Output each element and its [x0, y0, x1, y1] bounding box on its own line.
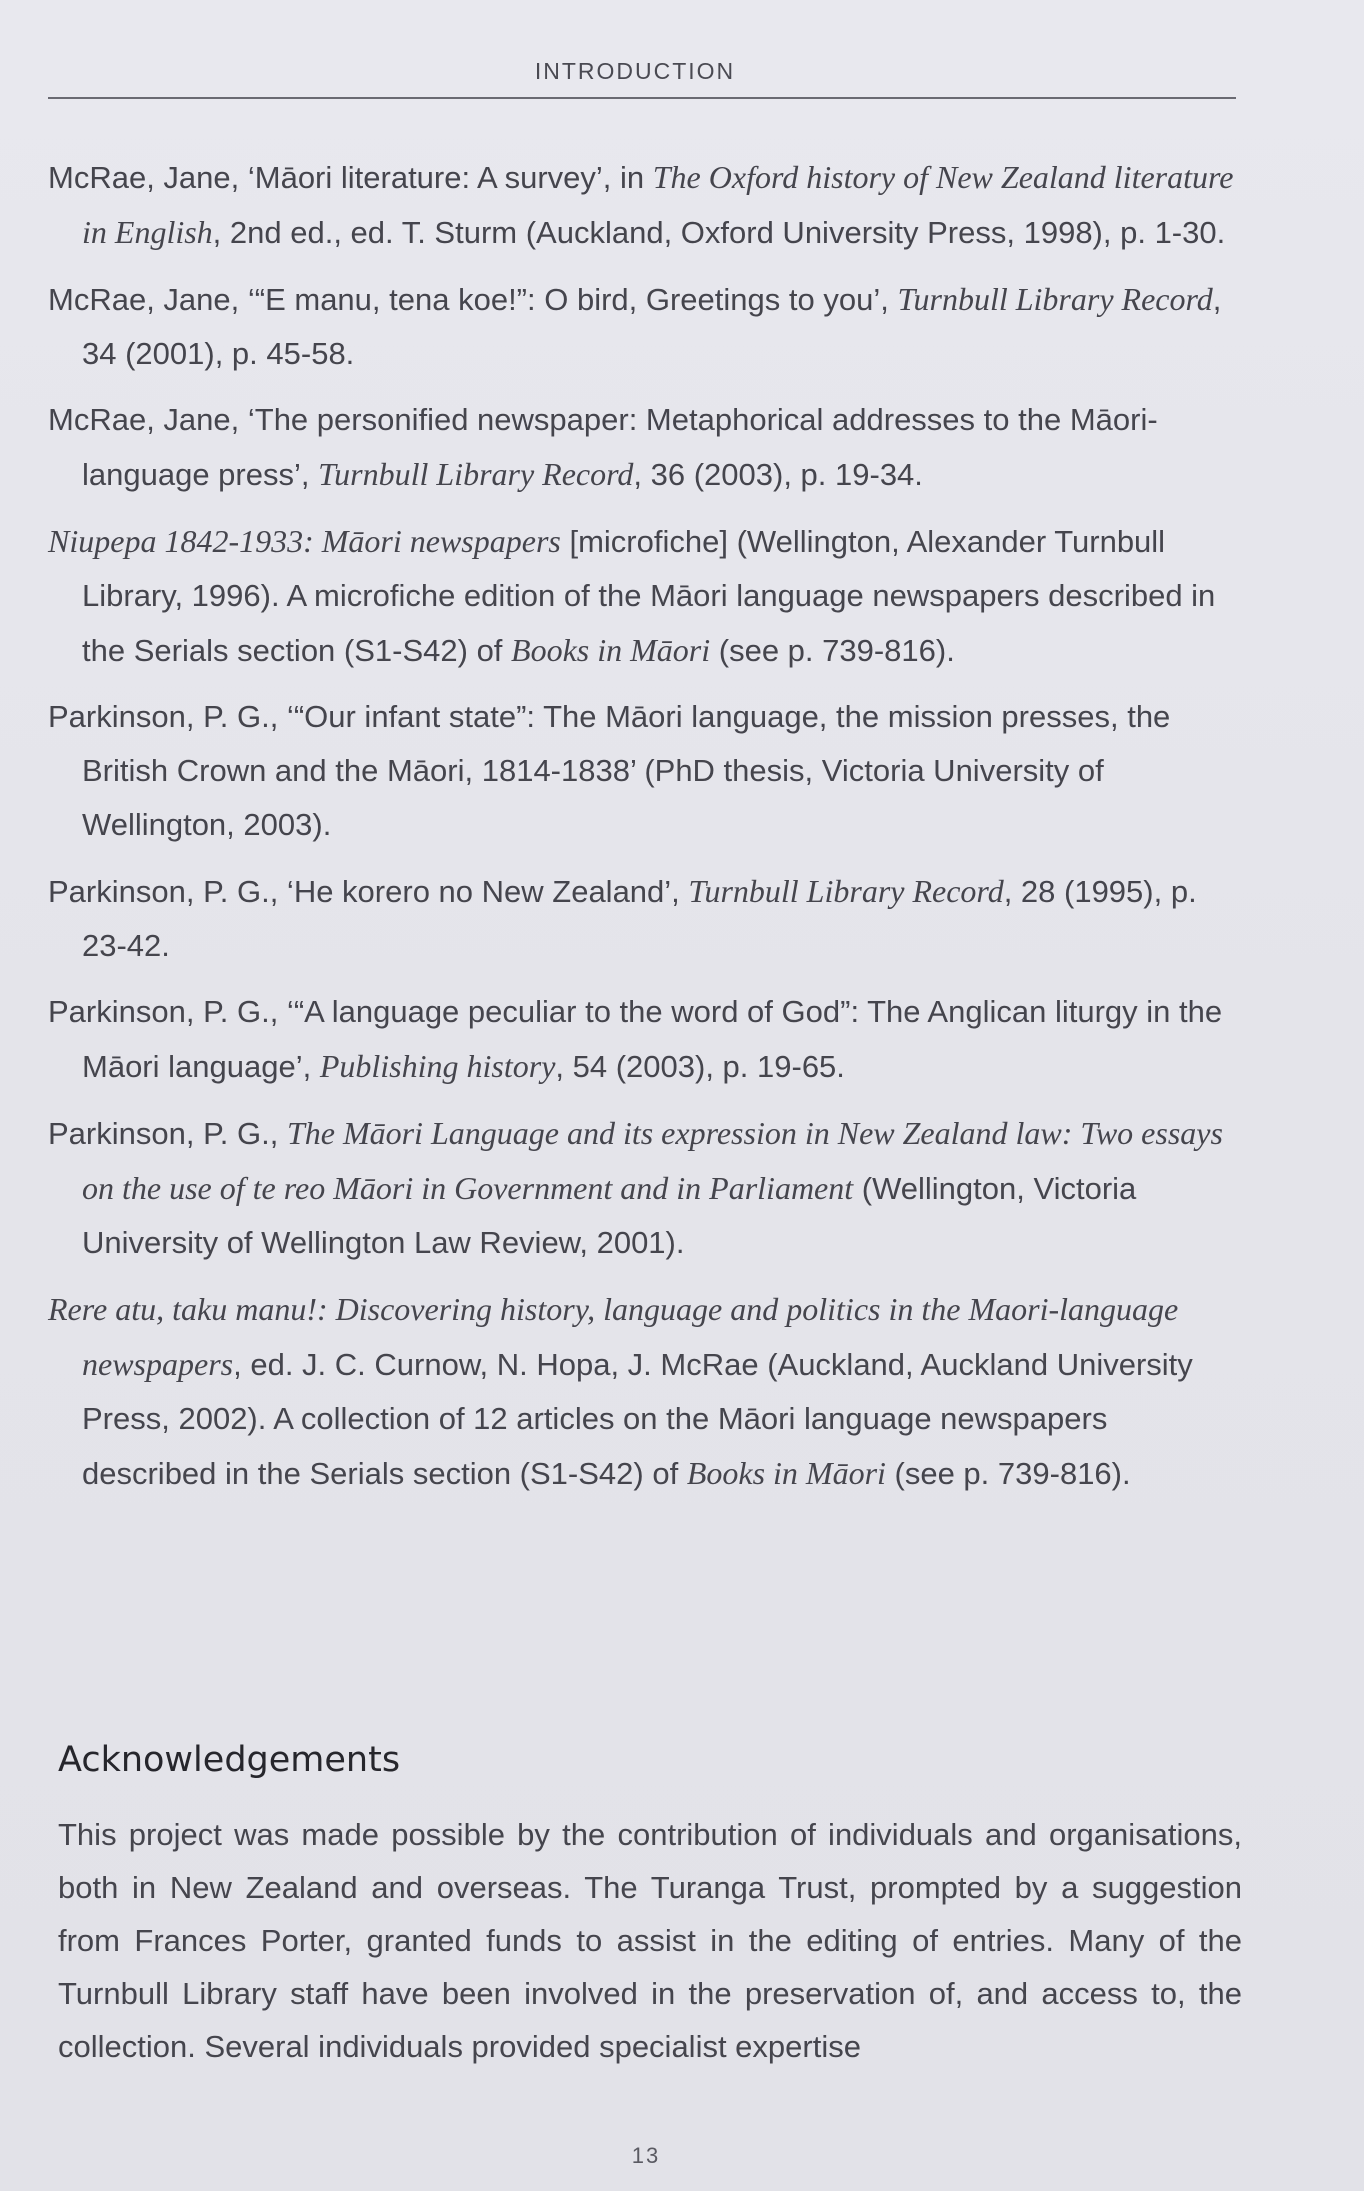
- reference-title: Publishing history: [319, 1048, 556, 1084]
- reference-text: , 28 (1995), p. 23-42.: [82, 874, 1197, 963]
- reference-entry: [48, 150, 1248, 260]
- reference-entry: [48, 514, 1248, 678]
- page-number: 13: [631, 2143, 661, 2168]
- reference-text: , 54 (2003), p. 19-65.: [555, 1049, 845, 1084]
- reference-title: Rere atu, taku manu!: Discovering history, language and politics in the Maori-language newspapers: [48, 1291, 1179, 1382]
- acknowledgements-heading: Acknowledgements: [58, 1740, 401, 1780]
- reference-text: (Wellington, Victoria University of Wellington Law Review, 2001).: [82, 1171, 1137, 1260]
- reference-text: , 2nd ed., ed. T. Sturm (Auckland, Oxford University Press, 1998), p. 1-30.: [212, 215, 1226, 250]
- reference-title: Books in Māori: [511, 632, 711, 668]
- reference-title: Turnbull Library Record: [897, 281, 1213, 317]
- reference-text: (see p. 739-816).: [710, 633, 955, 668]
- header-rule: [48, 97, 1236, 99]
- reference-entry: [48, 690, 1248, 852]
- reference-entry: [48, 1106, 1248, 1270]
- reference-title: Books in Māori: [686, 1455, 886, 1491]
- reference-text: McRae, Jane, ‘Māori literature: A survey’, in: [48, 160, 653, 195]
- reference-text: Parkinson, P. G.,: [48, 1116, 287, 1151]
- reference-entry: [48, 864, 1248, 973]
- reference-text: [microfiche] (Wellington, Alexander Turnbull Library, 1996). A microfiche edition of the Māori language newspapers described in the Serials section (S1-S42) of: [82, 524, 1216, 668]
- reference-entry: [48, 1282, 1248, 1501]
- reference-entry: [48, 393, 1248, 502]
- reference-entry: [48, 272, 1248, 381]
- reference-text: , 34 (2001), p. 45-58.: [82, 282, 1222, 371]
- reference-text: Parkinson, P. G., ‘“A language peculiar to the word of God”: The Anglican liturgy in the Māori language’,: [48, 994, 1223, 1084]
- reference-title: Niupepa 1842-1933: Māori newspapers: [48, 523, 561, 559]
- reference-text: , 36 (2003), p. 19-34.: [633, 457, 923, 492]
- reference-list: [48, 150, 1248, 1513]
- reference-text: Parkinson, P. G., ‘“Our infant state”: The Māori language, the mission presses, the British Crown and the Māori, 1814-1838’ (PhD thesis, Victoria University of Wellington, 2003).: [48, 699, 1171, 842]
- acknowledgements-body: This project was made possible by the contribution of individuals and organisations, both in New Zealand and overseas. The Turanga Trust, prompted by a suggestion from Frances Porter, granted funds to assist in the editing of entries. Many of the Turnbull Library staff have been involved in the preservation of, and access to, the collection. Several individuals provided specialist expertise: [58, 1817, 1242, 2064]
- reference-text: McRae, Jane, ‘“E manu, tena koe!”: O bird, Greetings to you’,: [48, 282, 898, 317]
- reference-entry: [48, 985, 1248, 1094]
- reference-title: The Māori Language and its expression in New Zealand law: Two essays on the use of te reo Māori in Government and in Parliament: [82, 1115, 1223, 1206]
- reference-title: The Oxford history of New Zealand literature in English: [82, 159, 1234, 250]
- running-head: INTRODUCTION: [534, 58, 736, 84]
- reference-title: Turnbull Library Record: [318, 456, 634, 492]
- reference-text: Parkinson, P. G., ‘He korero no New Zealand’,: [48, 874, 689, 909]
- reference-title: Turnbull Library Record: [688, 873, 1004, 909]
- reference-text: (see p. 739-816).: [885, 1456, 1131, 1491]
- reference-text: McRae, Jane, ‘The personified newspaper: Metaphorical addresses to the Māori-language press’,: [48, 402, 1158, 492]
- reference-text: , ed. J. C. Curnow, N. Hopa, J. McRae (Auckland, Auckland University Press, 2002). A collection of 12 articles on the Māori language newspapers described in the Serials section (S1-S42) of: [82, 1347, 1193, 1491]
